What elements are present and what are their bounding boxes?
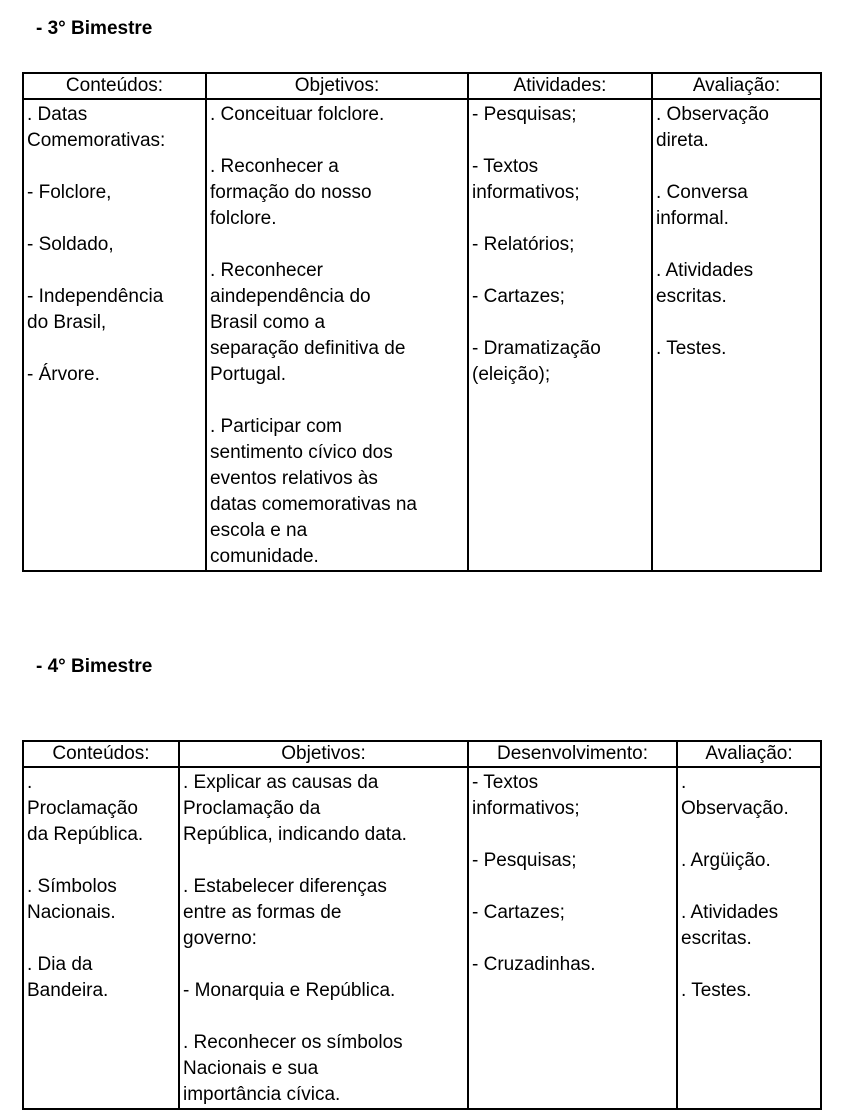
header-avaliacao: Avaliação:: [677, 741, 821, 767]
table-row: [23, 767, 821, 1109]
cell-avaliacao: . Observação. . Argüição. . Atividades escritas. . Testes.: [677, 767, 821, 1109]
header-objetivos: Objetivos:: [206, 73, 468, 99]
section-title-3-bimestre: - 3° Bimestre: [36, 18, 153, 39]
cell-objetivos: . Explicar as causas da Proclamação da República, indicando data. . Estabelecer diferenças entre as formas de governo: - Monarquia e República. . Reconhecer os símbolos Nacionais e sua importância cívica.: [179, 767, 468, 1109]
table-row: [23, 99, 821, 571]
table-4-bimestre: [22, 740, 822, 1110]
section-title-4-bimestre: - 4° Bimestre: [36, 656, 153, 677]
cell-conteudos: . Proclamação da República. . Símbolos Nacionais. . Dia da Bandeira.: [23, 767, 179, 1109]
cell-avaliacao: . Observação direta. . Conversa informal. . Atividades escritas. . Testes.: [652, 99, 821, 571]
header-conteudos: Conteúdos:: [23, 73, 206, 99]
header-objetivos: Objetivos:: [179, 741, 468, 767]
table-header-row: [23, 741, 821, 767]
cell-objetivos: . Conceituar folclore. . Reconhecer a formação do nosso folclore. . Reconhecer aindependência do Brasil como a separação definitiva de Portugal. . Participar com sentimento cívico dos eventos relativos às datas comemorativas na escola e na comunidade.: [206, 99, 468, 571]
header-conteudos: Conteúdos:: [23, 741, 179, 767]
header-desenvolvimento: Desenvolvimento:: [468, 741, 677, 767]
cell-conteudos: . Datas Comemorativas: - Folclore, - Soldado, - Independência do Brasil, - Árvore.: [23, 99, 206, 571]
table-3-bimestre: [22, 72, 822, 572]
header-avaliacao: Avaliação:: [652, 73, 821, 99]
cell-desenvolvimento: - Textos informativos; - Pesquisas; - Cartazes; - Cruzadinhas.: [468, 767, 677, 1109]
table-header-row: [23, 73, 821, 99]
header-atividades: Atividades:: [468, 73, 652, 99]
cell-atividades: - Pesquisas; - Textos informativos; - Relatórios; - Cartazes; - Dramatização (eleição);: [468, 99, 652, 571]
